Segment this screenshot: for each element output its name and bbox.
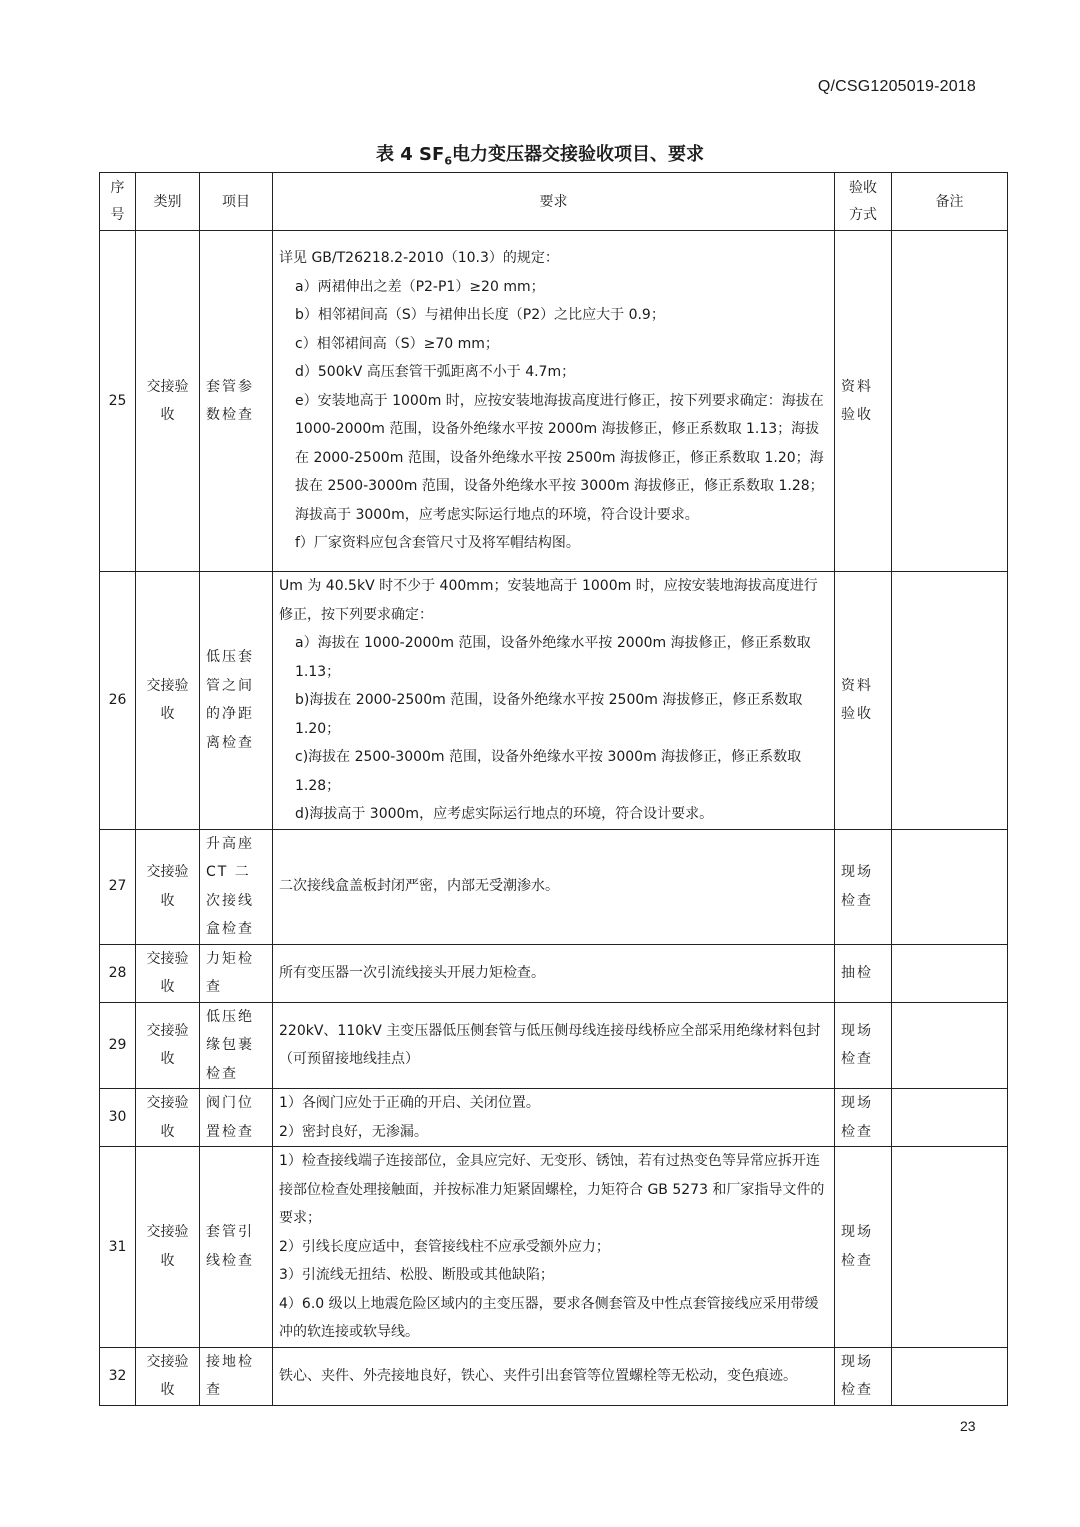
table-row [100,572,1008,830]
row-remarks [892,1147,1008,1348]
row-remarks [892,1089,1008,1147]
row-remarks [892,944,1008,1002]
requirement-line: f）厂家资料应包含套管尺寸及将军帽结构图。 [295,535,580,552]
requirement-line: c）相邻裙间高（S）≥70 mm； [295,335,499,352]
table-title [0,140,1080,168]
row-category: 交接验收 [136,944,200,1002]
row-remarks [892,572,1008,830]
requirement-line: a）两裙伸出之差（P2-P1）≥20 mm； [295,278,545,295]
row-number: 26 [100,572,136,830]
requirement-line: b)海拔在 2000-2500m 范围，设备外绝缘水平按 2500m 海拔修正，修正系数取 1.20； [295,692,803,737]
col-header-no: 序号 [100,173,136,231]
col-header-item: 项目 [200,173,273,231]
table-row [100,829,1008,944]
table-row [100,1147,1008,1348]
row-method: 现场检查 [835,1002,892,1089]
row-category: 交接验收 [136,1347,200,1405]
requirement-line: 3）引流线无扭结、松股、断股或其他缺陷； [279,1267,554,1283]
requirement-line: 铁心、夹件、外壳接地良好，铁心、夹件引出套管等位置螺栓等无松动，变色痕迹。 [279,1367,797,1384]
requirement-line: 二次接线盒盖板封闭严密，内部无受潮渗水。 [279,878,559,895]
table-row [100,1347,1008,1405]
row-remarks [892,1002,1008,1089]
requirement-line: e）安装地高于 1000m 时，应按安装地海拔高度进行修正，按下列要求确定：海拔在 1000-2000m 范围，设备外绝缘水平按 2000m 海拔修正，修正系数取 1.13；海拔在 2000-2500m 范围，设备外绝缘水平按 2500m 海拔修正，修正系数取 1.20；海拔在 2500-3000m 范围，设备外绝缘水平按 3000m 海拔修正，修正系数取 1.28；海拔高于 3000m，应考虑实际运行地点的环境，符合设计要求。 [295,392,824,523]
table-row [100,944,1008,1002]
row-number: 25 [100,231,136,572]
requirement-line: 1）检查接线端子连接部位，金具应完好、无变形、锈蚀，若有过热变色等异常应拆开连接部位检查处理接触面，并按标准力矩紧固螺栓，力矩符合 GB 5273 和厂家指导文件的要求； [279,1153,825,1226]
col-header-method: 验收方式 [835,173,892,231]
row-number: 30 [100,1089,136,1147]
table-title-prefix: 表 4 SF [376,144,445,165]
col-header-category: 类别 [136,173,200,231]
row-requirement [273,944,835,1002]
row-number: 31 [100,1147,136,1348]
row-remarks [892,1347,1008,1405]
row-requirement [273,1002,835,1089]
row-category: 交接验收 [136,1089,200,1147]
requirement-line: Um 为 40.5kV 时不少于 400mm；安装地高于 1000m 时，应按安装地海拔高度进行修正，按下列要求确定： [279,578,818,623]
row-method: 现场检查 [835,1147,892,1348]
table-title-suffix: 电力变压器交接验收项目、要求 [451,144,704,165]
requirement-line: b）相邻裙间高（S）与裙伸出长度（P2）之比应大于 0.9； [295,307,665,324]
row-number: 32 [100,1347,136,1405]
acceptance-table [99,172,1008,1406]
row-category: 交接验收 [136,1002,200,1089]
table-row [100,1089,1008,1147]
row-category: 交接验收 [136,829,200,944]
row-remarks [892,829,1008,944]
requirement-line: 详见 GB/T26218.2-2010（10.3）的规定： [279,250,559,267]
row-item: 低压套管之间的净距离检查 [200,572,273,830]
table-header-row [100,173,1008,231]
row-item: 低压绝缘包裹检查 [200,1002,273,1089]
table-row [100,231,1008,572]
requirement-line: 2）引线长度应适中，套管接线柱不应承受额外应力； [279,1238,610,1255]
requirement-line: d）500kV 高压套管干弧距离不小于 4.7m； [295,364,576,381]
row-method: 抽检 [835,944,892,1002]
row-requirement [273,1347,835,1405]
row-requirement [273,1089,835,1147]
row-requirement [273,1147,835,1348]
row-number: 29 [100,1002,136,1089]
row-item: 接地检查 [200,1347,273,1405]
requirement-line: 4）6.0 级以上地震危险区域内的主变压器，要求各侧套管及中性点套管接线应采用带缓冲的软连接或软导线。 [279,1295,819,1340]
row-requirement [273,572,835,830]
col-header-remarks: 备注 [892,173,1008,231]
requirement-line: 220kV、110kV 主变压器低压侧套管与低压侧母线连接母线桥应全部采用绝缘材料包封（可预留接地线挂点） [279,1022,821,1068]
col-header-requirement: 要求 [273,173,835,231]
row-item: 阀门位置检查 [200,1089,273,1147]
row-number: 28 [100,944,136,1002]
table-row [100,1002,1008,1089]
row-item: 套管引线检查 [200,1147,273,1348]
row-category: 交接验收 [136,1147,200,1348]
row-method: 现场检查 [835,1089,892,1147]
row-remarks [892,231,1008,572]
row-method: 现场检查 [835,1347,892,1405]
row-item: 力矩检查 [200,944,273,1002]
table-title-subscript: 6 [444,154,452,168]
row-number: 27 [100,829,136,944]
row-method: 资料验收 [835,572,892,830]
row-requirement [273,231,835,572]
requirement-line: a）海拔在 1000-2000m 范围，设备外绝缘水平按 2000m 海拔修正，修正系数取 1.13； [295,635,811,680]
row-item: 升高座 CT 二次接线盒检查 [200,829,273,944]
standard-number: Q/CSG1205019-2018 [817,78,976,95]
row-method: 现场检查 [835,829,892,944]
requirement-line: d)海拔高于 3000m，应考虑实际运行地点的环境，符合设计要求。 [295,806,714,822]
row-method: 资料验收 [835,231,892,572]
requirement-line: 2）密封良好，无渗漏。 [279,1123,428,1140]
requirement-line: c)海拔在 2500-3000m 范围，设备外绝缘水平按 3000m 海拔修正，修正系数取 1.28； [295,749,802,794]
requirement-line: 1）各阀门应处于正确的开启、关闭位置。 [279,1095,540,1111]
row-item: 套管参数检查 [200,231,273,572]
row-category: 交接验收 [136,572,200,830]
page-number: 23 [960,1418,976,1434]
row-category: 交接验收 [136,231,200,572]
requirement-line: 所有变压器一次引流线接头开展力矩检查。 [279,964,545,981]
row-requirement [273,829,835,944]
